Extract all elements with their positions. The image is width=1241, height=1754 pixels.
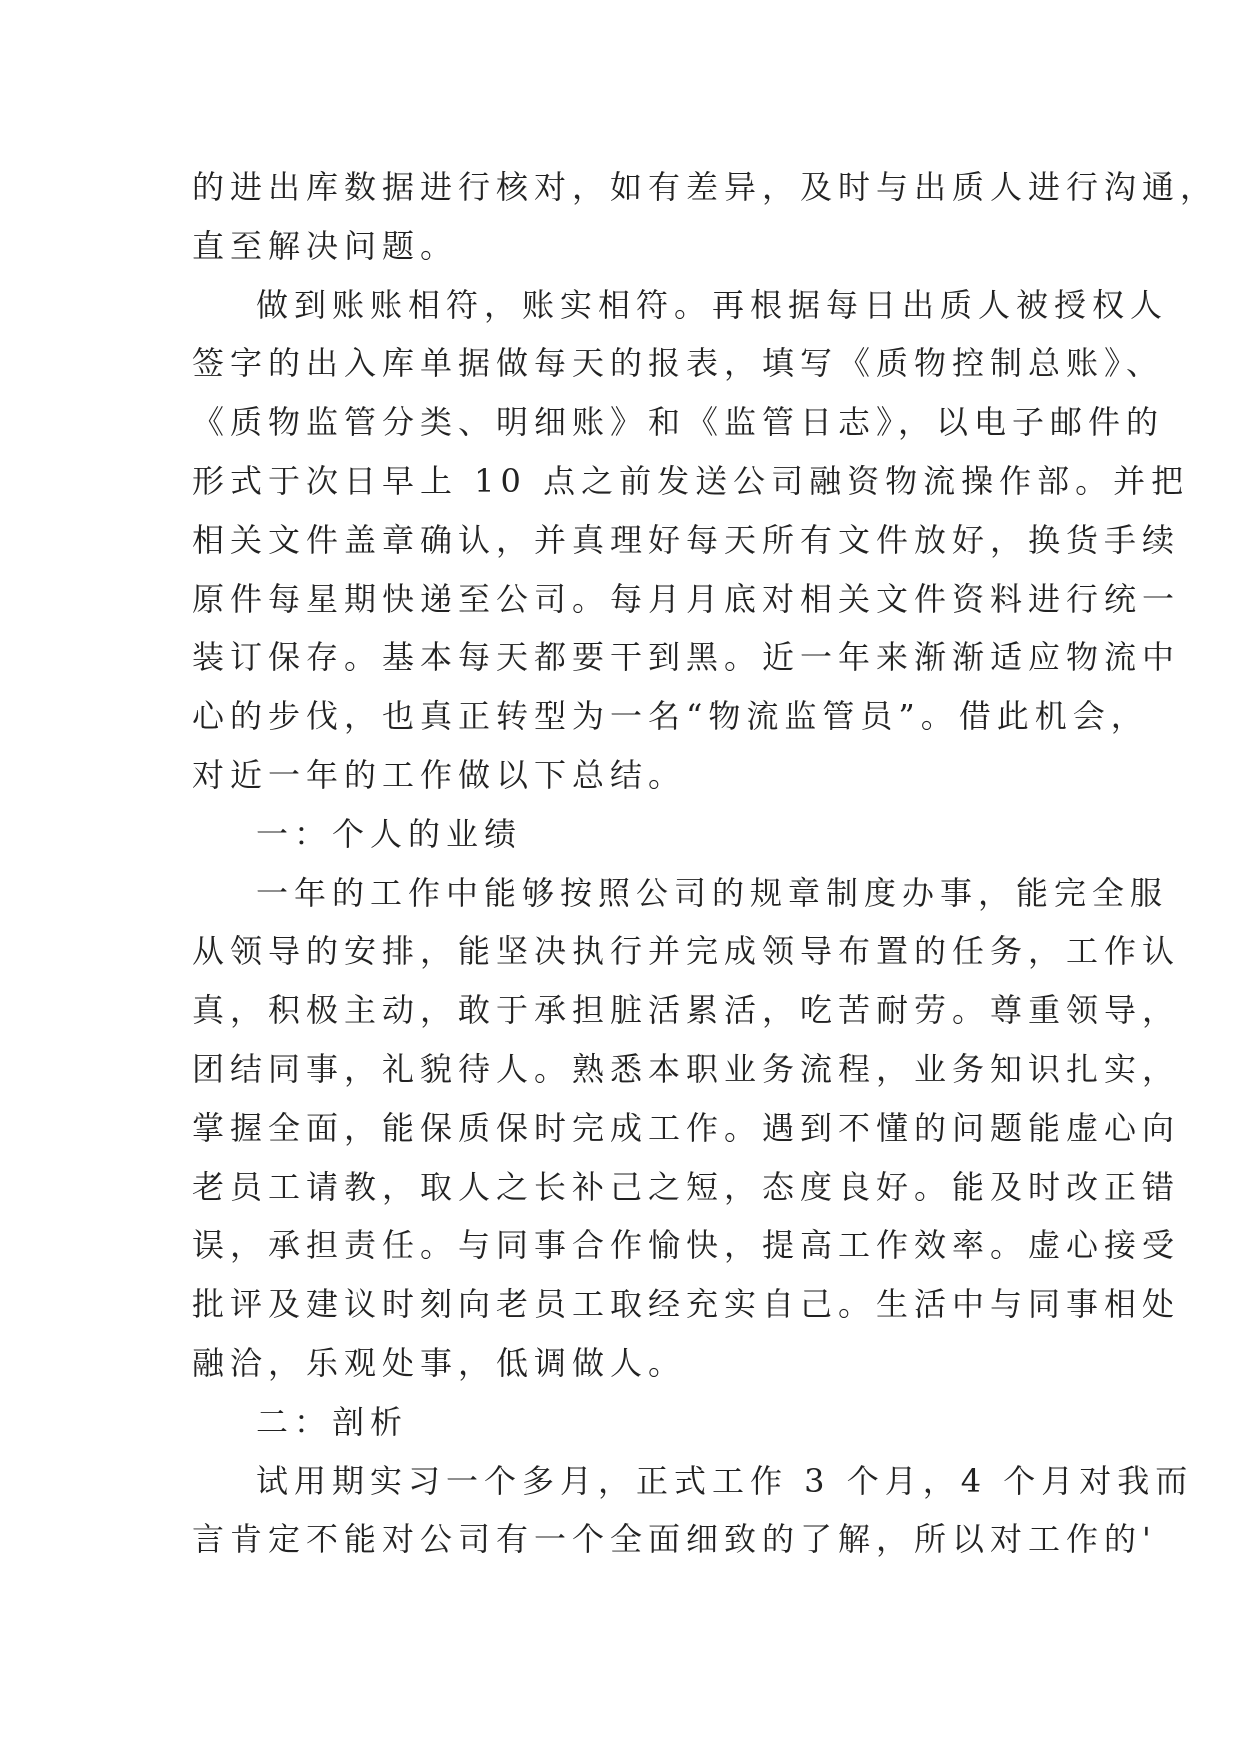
text-line: 直至解决问题。	[192, 226, 459, 265]
section-heading: 二：剖析	[256, 1402, 409, 1441]
text-line: 融洽，乐观处事，低调做人。	[192, 1343, 687, 1382]
text-line: 装订保存。基本每天都要干到黑。近一年来渐渐适应物流中	[192, 638, 1181, 677]
text-line: 老员工请教，取人之长补己之短，态度良好。能及时改正错	[192, 1167, 1181, 1206]
text-line: 真，积极主动，敢于承担脏活累活，吃苦耐劳。尊重领导，	[192, 991, 1181, 1030]
text-line: 相关文件盖章确认，并真理好每天所有文件放好，换货手续	[192, 520, 1181, 559]
text-line: 批评及建议时刻向老员工取经充实自己。生活中与同事相处	[192, 1285, 1181, 1324]
text-line: 误，承担责任。与同事合作愉快，提高工作效率。虚心接受	[192, 1226, 1181, 1265]
text-line: 签字的出入库单据做每天的报表，填写《质物控制总账》、	[192, 344, 1165, 383]
section-heading: 一：个人的业绩	[256, 814, 523, 853]
text-line: 掌握全面，能保质保时完成工作。遇到不懂的问题能虚心向	[192, 1108, 1181, 1147]
text-line: 《质物监管分类、明细账》和《监管日志》，以电子邮件的	[192, 403, 1165, 442]
text-line: 的进出库数据进行核对，如有差异，及时与出质人进行沟通，	[192, 168, 1219, 206]
text-line: 一年的工作中能够按照公司的规章制度办事，能完全服	[256, 873, 1169, 912]
text-line: 对近一年的工作做以下总结。	[192, 755, 687, 794]
text-line: 从领导的安排，能坚决执行并完成领导布置的任务，工作认	[192, 932, 1181, 971]
body-text	[192, 158, 1219, 1569]
text-line: 言肯定不能对公司有一个全面细致的了解，所以对工作的'	[192, 1520, 1157, 1559]
text-line: 试用期实习一个多月，正式工作 3 个月，4 个月对我而	[256, 1461, 1194, 1500]
text-line: 做到账账相符，账实相符。再根据每日出质人被授权人	[256, 285, 1169, 324]
text-line: 心的步伐，也真正转型为一名“物流监管员”。借此机会，	[192, 697, 1149, 736]
text-line: 原件每星期快递至公司。每月月底对相关文件资料进行统一	[192, 579, 1181, 618]
text-line: 形式于次日早上 10 点之前发送公司融资物流操作部。并把	[192, 461, 1190, 500]
text-line: 团结同事，礼貌待人。熟悉本职业务流程，业务知识扎实，	[192, 1049, 1181, 1088]
